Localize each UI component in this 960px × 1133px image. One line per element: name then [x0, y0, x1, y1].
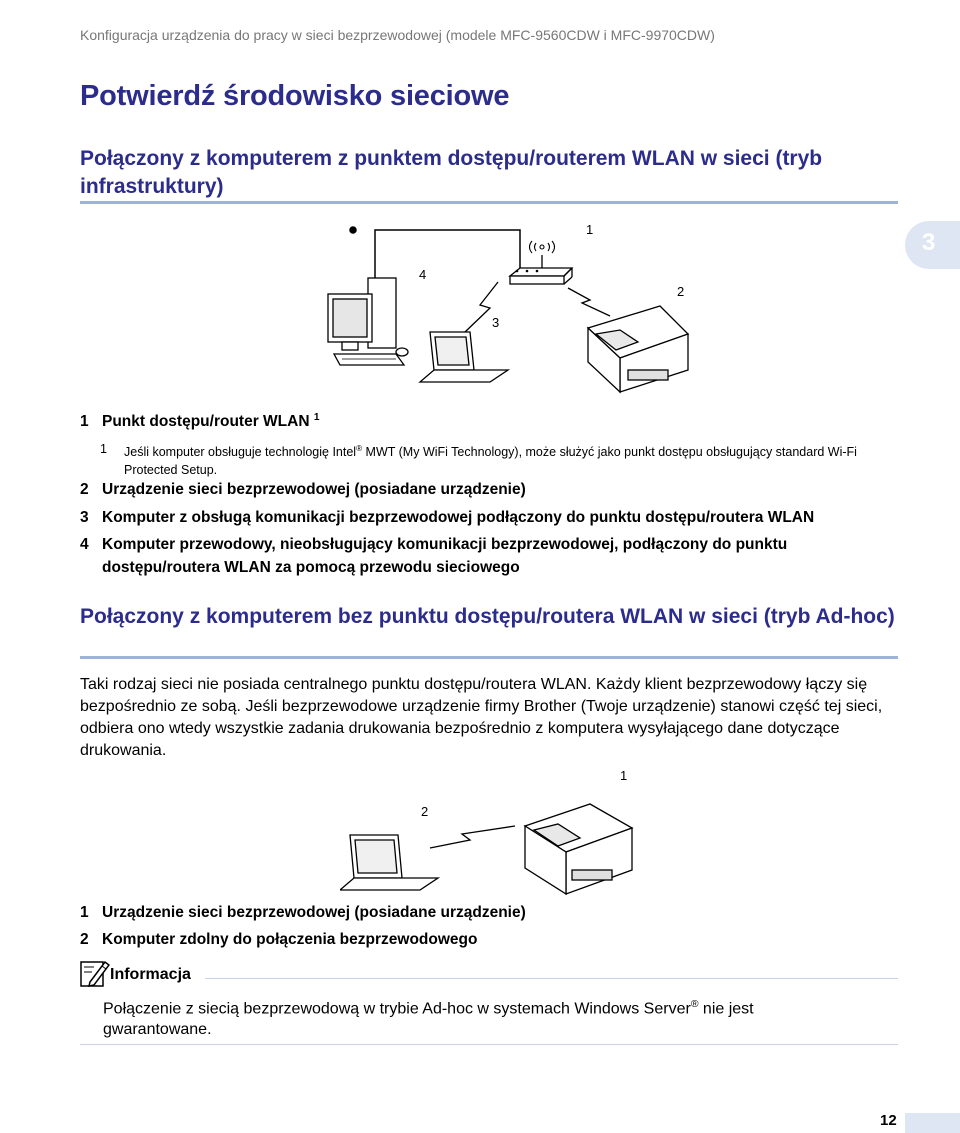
page-title: Potwierdź środowisko sieciowe [80, 80, 510, 112]
diagram-label-4: 4 [419, 267, 427, 282]
infra-heading: Połączony z komputerem z punktem dostępu/routerem WLAN w sieci (tryb infrastruktury) [80, 147, 823, 198]
wireless-signal-icon [530, 241, 555, 253]
registered-mark: ® [690, 999, 699, 1010]
wireless-link-printer [568, 288, 610, 316]
footnote-ref: 1 [313, 412, 320, 423]
legend-num: 2 [80, 931, 89, 948]
wireless-link-adhoc [430, 826, 515, 848]
adhoc-legend-item-2 [80, 928, 477, 951]
desktop-pc-icon [328, 278, 408, 365]
legend-text: Punkt dostępu/router WLAN [102, 413, 310, 431]
printer-icon [588, 306, 688, 392]
laptop-icon [340, 835, 438, 890]
adhoc-legend-item-1 [80, 901, 526, 924]
legend-text: Komputer zdolny do połączenia bezprzewodowego [102, 931, 478, 948]
running-header: Konfiguracja urządzenia do pracy w sieci bezprzewodowej (modele MFC-9560CDW i MFC-9970CDW) [80, 27, 715, 43]
adhoc-paragraph: Taki rodzaj sieci nie posiada centralnego punktu dostępu/routera WLAN. Każdy klient bezprzewodowy łączy się bezpośrednio ze sobą. Jeśli bezprzewodowe urządzenie firmy Brother (Twoje urządzenie) stanowi część tej sieci, odbiera ono wtedy wszystkie zadania drukowania bezpośrednio z komputera wysyłającego dane dotyczące drukowania. [80, 676, 883, 759]
diagram-label-2: 2 [677, 284, 685, 299]
diagram-label-2: 2 [421, 804, 429, 819]
laptop-icon [420, 332, 508, 382]
page-number: 12 [880, 1112, 897, 1129]
legend-num: 2 [80, 481, 89, 498]
note-bottom-rule [80, 1044, 898, 1045]
legend-text: Komputer z obsługą komunikacji bezprzewodowej podłączony do punktu dostępu/routera WLAN [102, 509, 815, 526]
adhoc-diagram [340, 790, 660, 900]
legend-num: 3 [80, 509, 89, 526]
diagram-label-1: 1 [586, 222, 594, 237]
footnote-text-b: MWT (My WiFi Technology), może służyć jako punkt dostępu obsługujący standard Wi-Fi Protected Setup. [124, 445, 857, 478]
note-pencil-icon [78, 958, 110, 990]
legend-text: Komputer przewodowy, nieobsługujący komunikacji bezprzewodowej, podłączony do punktu dostępu/routera WLAN za pomocą przewodu sieciowego [102, 536, 788, 576]
legend-num: 1 [80, 904, 89, 921]
footnote [100, 440, 900, 479]
footnote-text-a: Jeśli komputer obsługuje technologię Intel [124, 445, 357, 460]
note-text-b: nie jest gwarantowane. [103, 1000, 754, 1039]
infra-heading-rule [80, 201, 898, 204]
legend-item-1 [80, 406, 319, 433]
note-title-rule [205, 978, 898, 979]
legend-text: Urządzenie sieci bezprzewodowej (posiadane urządzenie) [102, 481, 526, 498]
infrastructure-diagram [320, 220, 720, 395]
legend-item-2 [80, 478, 526, 501]
adhoc-heading-rule [80, 656, 898, 659]
legend-item-4 [80, 533, 900, 579]
adhoc-heading: Połączony z komputerem bez punktu dostępu/routera WLAN w sieci (tryb Ad-hoc) [80, 605, 895, 628]
chapter-number: 3 [922, 229, 936, 256]
printer-icon [525, 804, 632, 894]
note-text [103, 994, 863, 1040]
note-title: Informacja [110, 966, 191, 983]
diagram-label-3: 3 [492, 315, 500, 330]
footnote-num: 1 [100, 442, 107, 456]
page-number-tab [905, 1113, 960, 1133]
legend-text: Urządzenie sieci bezprzewodowej (posiadane urządzenie) [102, 904, 526, 921]
registered-mark: ® [356, 444, 363, 453]
legend-num: 1 [80, 413, 89, 431]
diagram-label-1: 1 [620, 768, 628, 783]
note-text-a: Połączenie z siecią bezprzewodową w trybie Ad-hoc w systemach Windows Server [103, 1000, 691, 1018]
legend-item-3 [80, 506, 814, 529]
legend-num: 4 [80, 536, 89, 553]
